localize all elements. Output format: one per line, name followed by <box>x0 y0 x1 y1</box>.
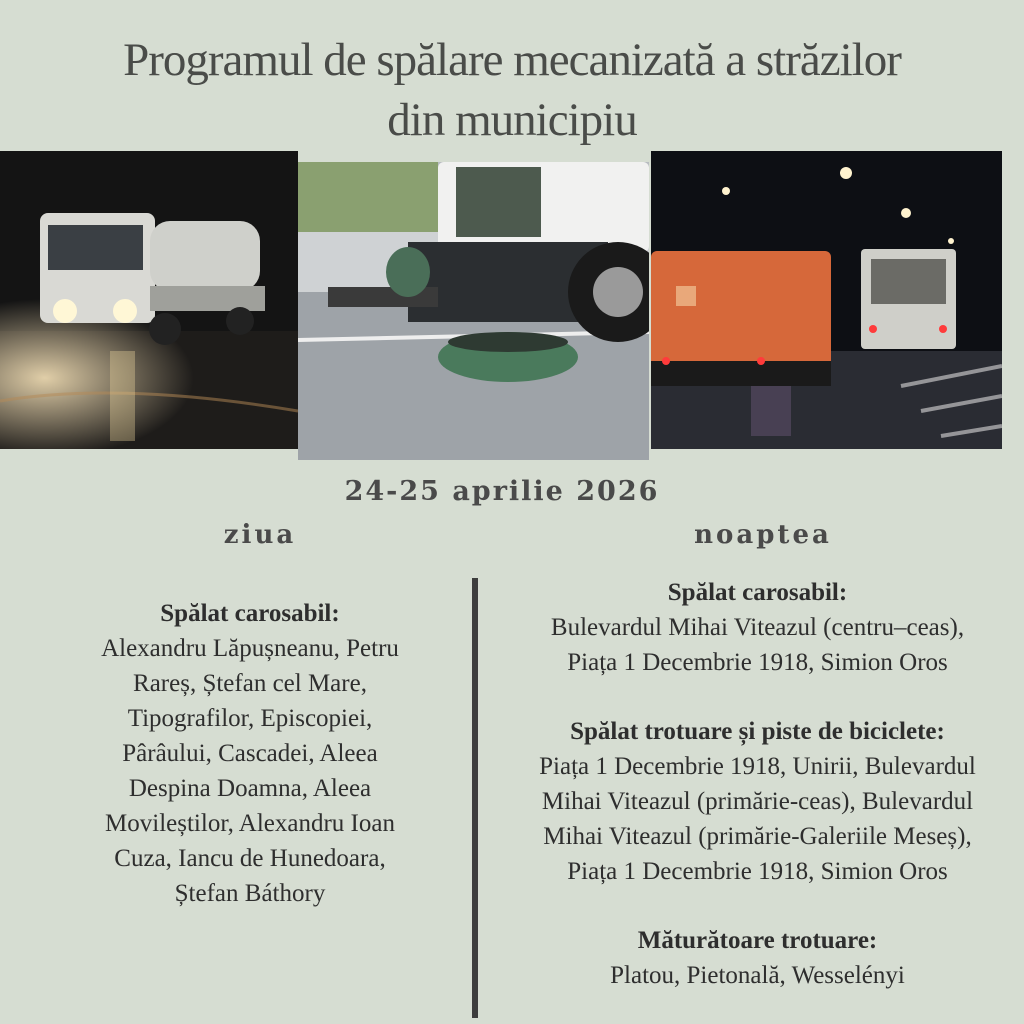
day-street-line: Despina Doamna, Aleea <box>128 775 372 802</box>
day-street-line: Movileștilor, Alexandru Ioan <box>105 810 395 837</box>
day-street-line: Pârâului, Cascadei, Aleea <box>122 740 378 767</box>
night-section-title-trotuare: Spălat trotuare și piste de biciclete: <box>570 718 945 745</box>
day-heading: ziua <box>223 520 297 550</box>
day-street-line: Alexandru Lăpușneanu, Petru <box>101 635 399 662</box>
day-section-title: Spălat carosabil: <box>160 600 340 627</box>
night-section-title-maturatoare: Măturătoare trotuare: <box>637 927 878 954</box>
night-heading: noaptea <box>694 520 832 550</box>
photo-night-orange-sweepers <box>651 151 1002 449</box>
day-street-line: Rareș, Ștefan cel Mare, <box>133 670 367 697</box>
day-street-line: Cuza, Iancu de Hunedoara, <box>114 845 386 872</box>
night-street-line: Mihai Viteazul (primărie-Galeriile Meseș), <box>543 823 972 850</box>
night-street-line: Piața 1 Decembrie 1918, Simion Oros <box>567 649 948 676</box>
night-street-line: Piața 1 Decembrie 1918, Unirii, Bulevardul <box>539 753 976 780</box>
night-schedule <box>495 575 1020 993</box>
photo-street-sweeper <box>298 162 649 460</box>
date-range: 24-25 aprilie 2026 <box>344 476 660 507</box>
night-section-title-carosabil: Spălat carosabil: <box>667 579 848 606</box>
night-street-line: Mihai Viteazul (primărie-ceas), Bulevardul <box>541 788 974 815</box>
day-street-line: Tipografilor, Episcopiei, <box>127 705 373 732</box>
night-street-line: Platou, Pietonală, Wesselényi <box>610 962 905 989</box>
night-street-line: Bulevardul Mihai Viteazul (centru–ceas), <box>550 614 965 641</box>
page-title-line-1: Programul de spălare mecanizată a străzilor <box>123 34 901 86</box>
photo-night-water-truck <box>0 151 298 449</box>
page-title-line-2: din municipiu <box>387 94 637 146</box>
day-street-line: Ștefan Báthory <box>174 880 326 907</box>
day-schedule <box>60 596 440 911</box>
column-divider <box>472 578 478 1018</box>
night-street-line: Piața 1 Decembrie 1918, Simion Oros <box>567 858 948 885</box>
